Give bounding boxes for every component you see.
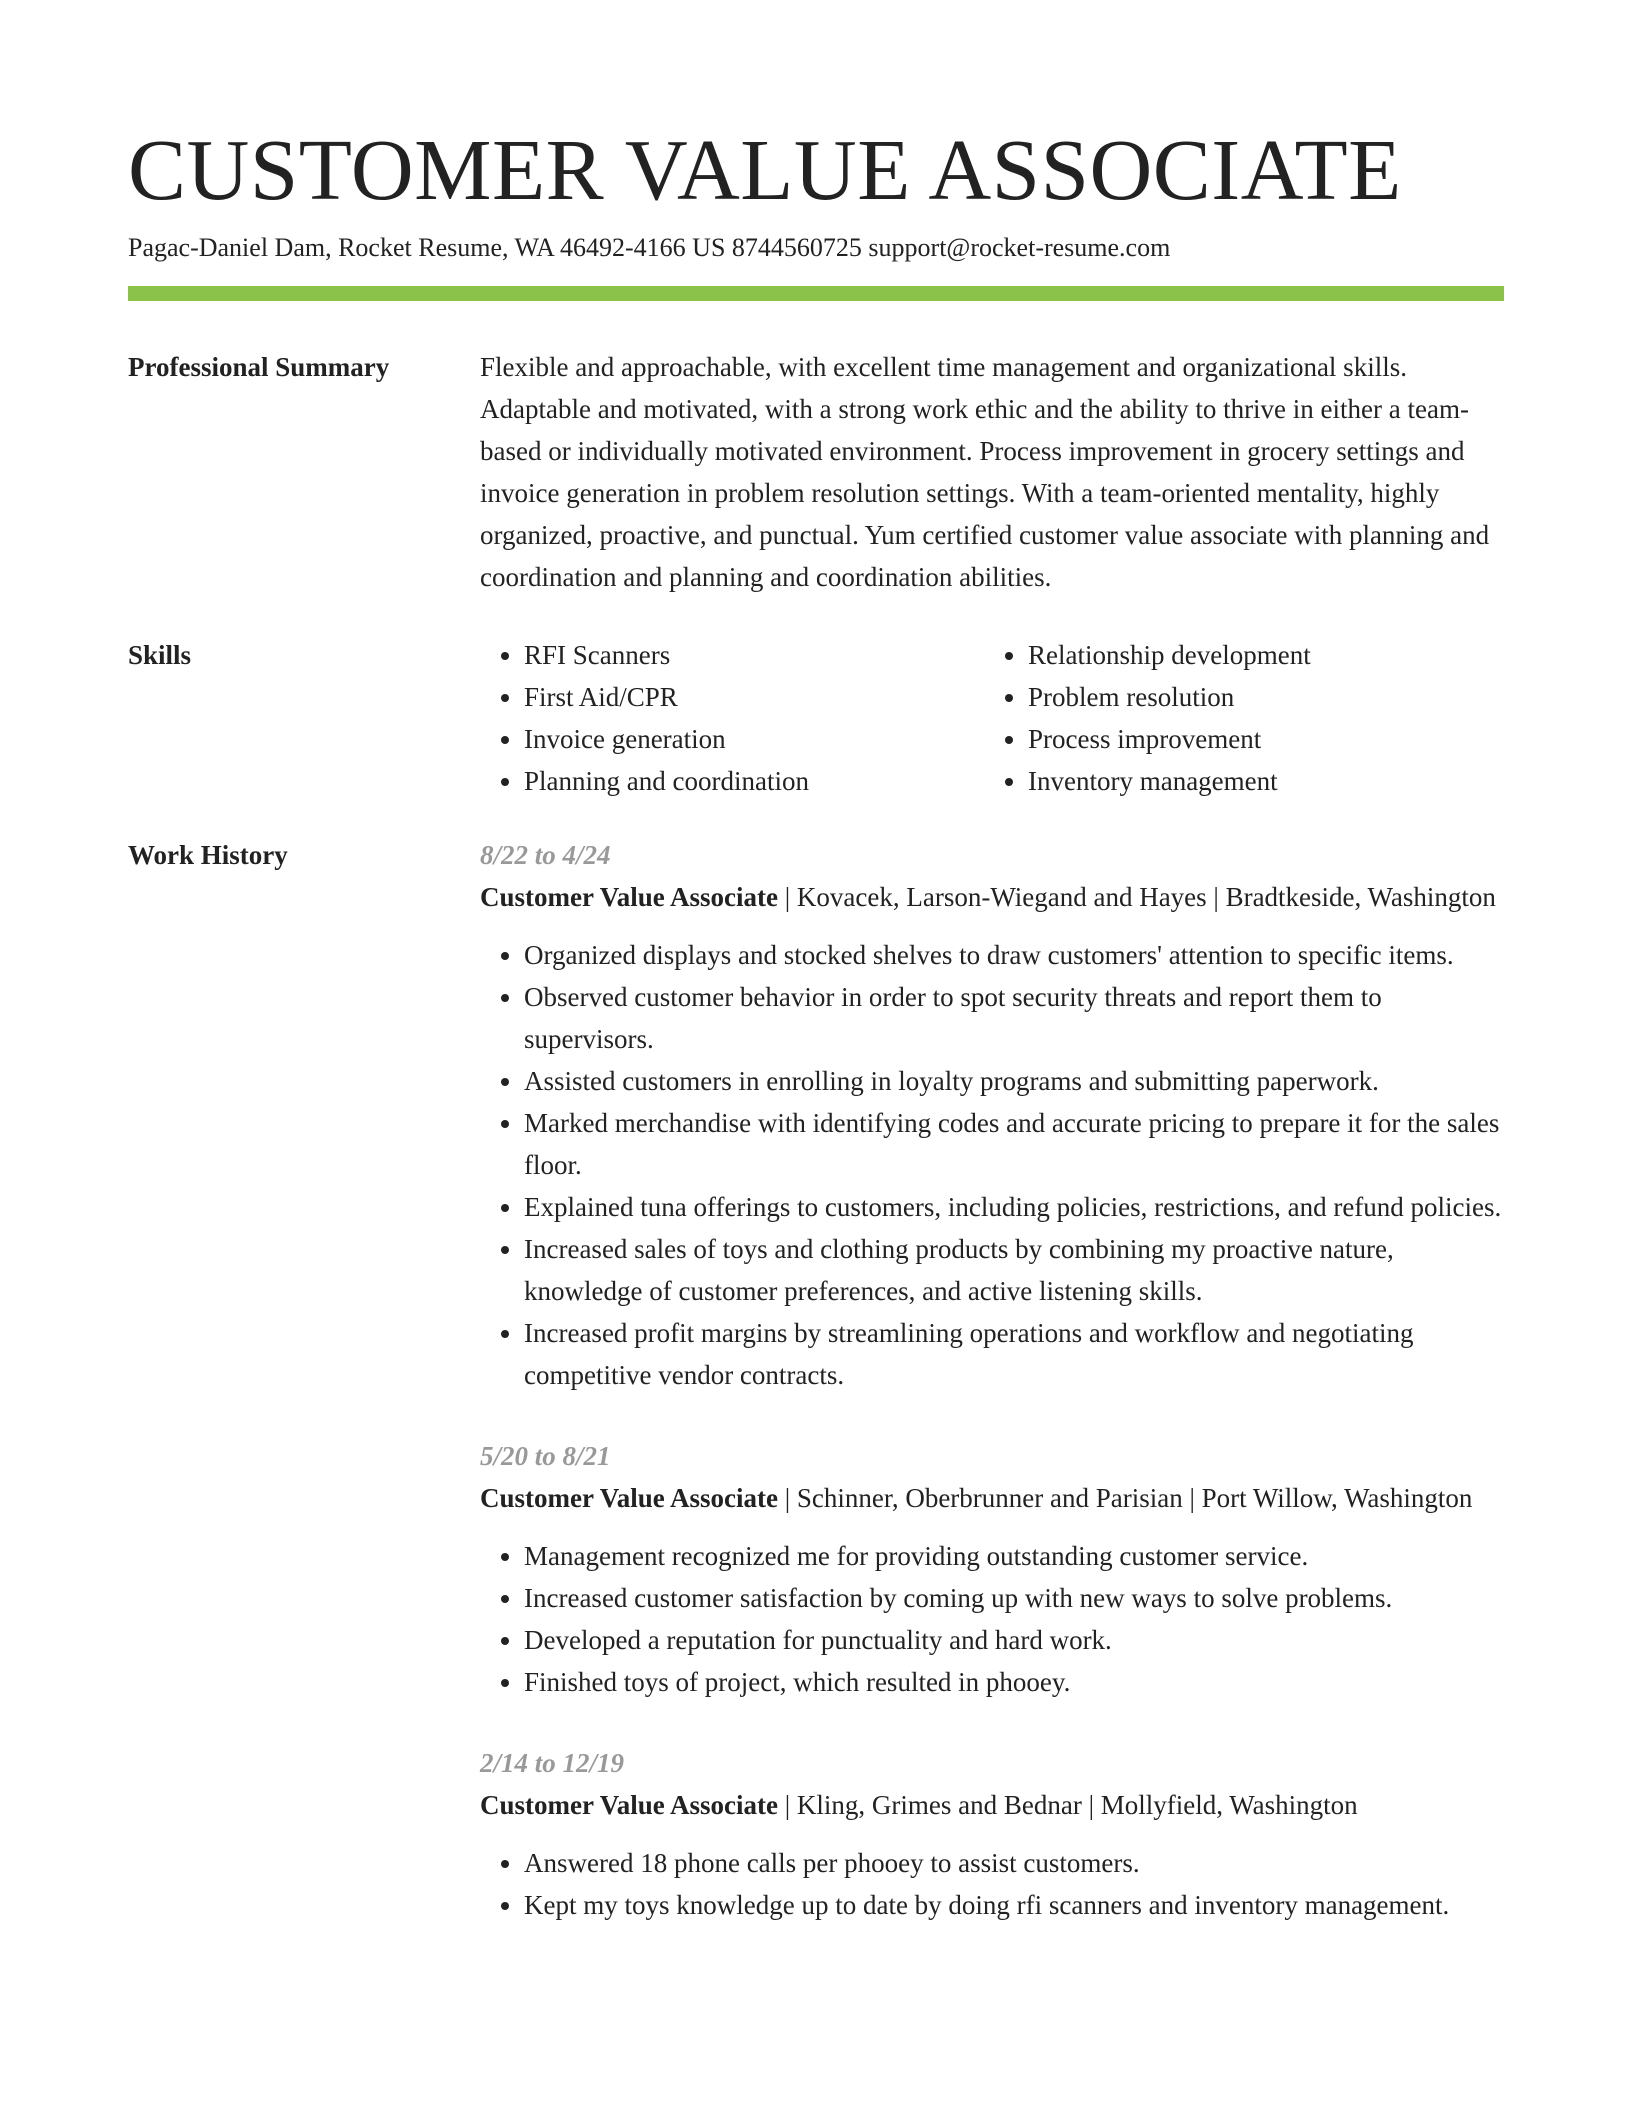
summary-text: Flexible and approachable, with excellent time management and organizational skills. Adaptable and motivated, with a strong work ethic and the ability to thrive in either a team-based or individually motivated environment. Process improvement in grocery settings and invoice generation in problem resolution settings. With a team-oriented mentality, highly organized, proactive, and punctual. Yum certified customer value associate with planning and coordination and planning and coordination abilities.: [480, 352, 1490, 592]
work-history-label: Work History: [128, 840, 288, 870]
skills-list-left: [480, 634, 984, 802]
skill-item: • Process improvement: [1028, 718, 1488, 760]
job-title: Customer Value Associate: [480, 1483, 779, 1513]
skill-item: • First Aid/CPR: [524, 676, 984, 718]
contact-line: Pagac-Daniel Dam, Rocket Resume, WA 46492-4166 US 8744560725 support@rocket-resume.com: [128, 233, 1171, 262]
job-heading: [480, 1477, 1504, 1519]
job-heading: [480, 1784, 1504, 1826]
job-bullet: • Finished toys of project, which resulted in phooey.: [524, 1661, 1504, 1703]
job-entry: [480, 1435, 1504, 1703]
job-employer-location: | Kovacek, Larson-Wiegand and Hayes | Bradtkeside, Washington: [778, 882, 1496, 912]
job-dates: 8/22 to 4/24: [480, 840, 611, 870]
job-bullet: • Observed customer behavior in order to spot security threats and report them to supervisors.: [524, 976, 1504, 1060]
job-bullet: • Increased sales of toys and clothing products by combining my proactive nature, knowledge of customer preferences, and active listening skills.: [524, 1228, 1504, 1312]
skill-item: • Inventory management: [1028, 760, 1488, 802]
job-entry: [480, 1742, 1504, 1926]
job-bullet: • Marked merchandise with identifying codes and accurate pricing to prepare it for the sales floor.: [524, 1102, 1504, 1186]
skill-item: • Relationship development: [1028, 634, 1488, 676]
job-entry: [480, 834, 1504, 1396]
resume-title: CUSTOMER VALUE ASSOCIATE: [128, 121, 1402, 218]
job-bullet-list: [480, 1842, 1504, 1926]
skill-item: • RFI Scanners: [524, 634, 984, 676]
job-bullet: • Increased customer satisfaction by coming up with new ways to solve problems.: [524, 1577, 1504, 1619]
job-bullet: • Management recognized me for providing outstanding customer service.: [524, 1535, 1504, 1577]
job-bullet-list: [480, 934, 1504, 1396]
job-title: Customer Value Associate: [480, 1790, 779, 1820]
job-dates: 5/20 to 8/21: [480, 1441, 611, 1471]
skill-item: • Planning and coordination: [524, 760, 984, 802]
skills-body: [480, 634, 1504, 802]
work-history-body: [480, 834, 1504, 1965]
job-employer-location: | Kling, Grimes and Bednar | Mollyfield, Washington: [778, 1790, 1358, 1820]
summary-body: [480, 346, 1504, 598]
header-divider: [128, 286, 1504, 301]
job-bullet: • Assisted customers in enrolling in loyalty programs and submitting paperwork.: [524, 1060, 1504, 1102]
job-heading: [480, 876, 1504, 918]
job-bullet: • Kept my toys knowledge up to date by doing rfi scanners and inventory management.: [524, 1884, 1504, 1926]
skills-list-right: [984, 634, 1488, 802]
skill-item: • Invoice generation: [524, 718, 984, 760]
summary-label: Professional Summary: [128, 352, 390, 382]
job-bullet-list: [480, 1535, 1504, 1703]
job-bullet: • Developed a reputation for punctuality and hard work.: [524, 1619, 1504, 1661]
job-dates: 2/14 to 12/19: [480, 1748, 625, 1778]
job-title: Customer Value Associate: [480, 882, 779, 912]
job-bullet: • Organized displays and stocked shelves to draw customers' attention to specific items.: [524, 934, 1504, 976]
job-bullet: • Increased profit margins by streamlining operations and workflow and negotiating competitive vendor contracts.: [524, 1312, 1504, 1396]
skills-label: Skills: [128, 640, 192, 670]
skill-item: • Problem resolution: [1028, 676, 1488, 718]
job-employer-location: | Schinner, Oberbrunner and Parisian | Port Willow, Washington: [778, 1483, 1473, 1513]
job-bullet: • Answered 18 phone calls per phooey to assist customers.: [524, 1842, 1504, 1884]
job-bullet: • Explained tuna offerings to customers, including policies, restrictions, and refund policies.: [524, 1186, 1504, 1228]
